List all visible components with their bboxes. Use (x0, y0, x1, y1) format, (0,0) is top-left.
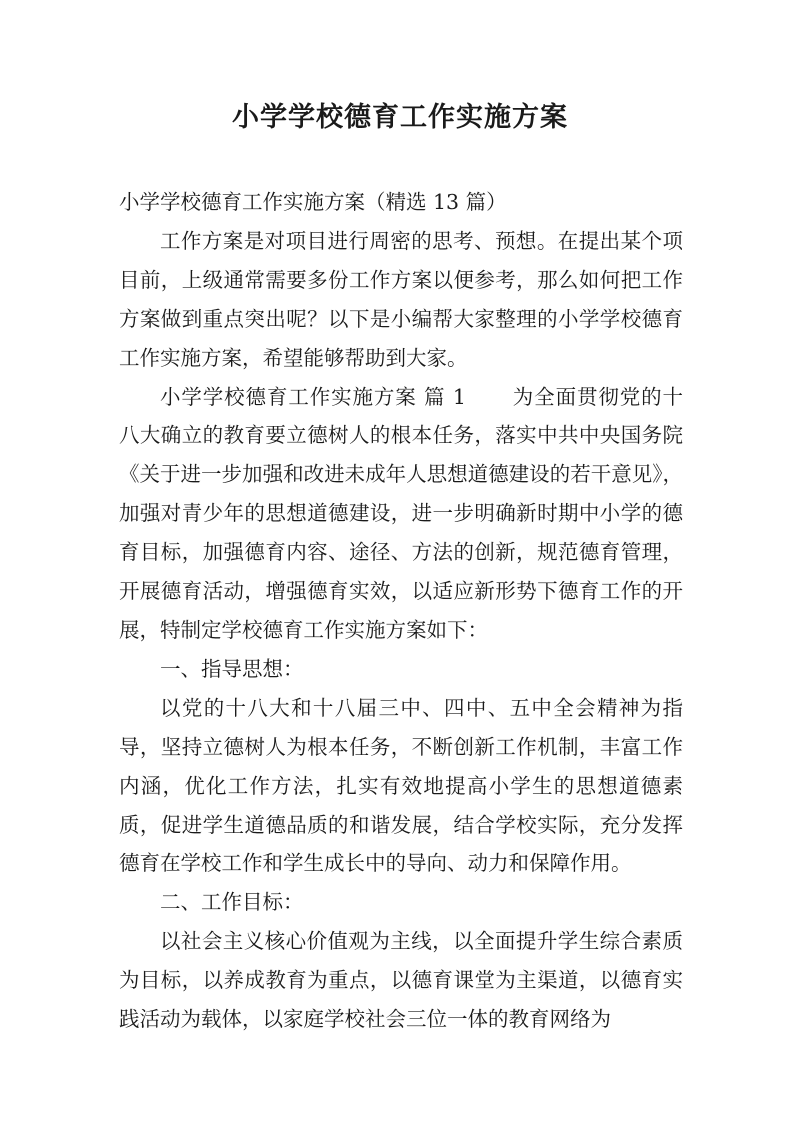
heading-work-goals: 二、工作目标： (160, 890, 304, 915)
paragraph-guiding-thought: 以党的十八大和十八届三中、四中、五中全会精神为指导，坚持立德树人为根本任务，不断创新工作机制，丰富工作内涵，优化工作方法，扎实有效地提高小学生的思想道德素质，促进学生道德品质的和谐发展，结合学校实际，充分发挥德育在学校工作和学生成长中的导向、动力和保障作用。 (119, 695, 683, 876)
heading-guiding-thought: 一、指导思想： (160, 656, 304, 681)
document-title: 小学学校德育工作实施方案 (232, 102, 568, 133)
intro-paragraph: 工作方案是对项目进行周密的思考、预想。在提出某个项目前，上级通常需要多份工作方案以便参考，那么如何把工作方案做到重点突出呢？以下是小编帮大家整理的小学学校德育工作实施方案，希望能够帮助到大家。 (119, 228, 683, 370)
section-1-paragraph (119, 378, 683, 650)
section-1-text: 为全面贯彻党的十八大确立的教育要立德树人的根本任务，落实中共中央国务院《关于进一步加强和改进未成年人思想道德建设的若干意见》，加强对青少年的思想道德建设，进一步明确新时期中小学的德育目标，加强德育内容、途径、方法的创新，规范德育管理，开展德育活动，增强德育实效，以适应新形势下德育工作的开展，特制定学校德育工作实施方案如下： (119, 384, 684, 642)
document-body (119, 183, 683, 1039)
document-subtitle: 小学学校德育工作实施方案（精选 13 篇） (119, 190, 507, 214)
section-1-heading: 小学学校德育工作实施方案 篇 1 (160, 384, 466, 409)
paragraph-work-goals: 以社会主义核心价值观为主线，以全面提升学生综合素质为目标，以养成教育为重点，以德育课堂为主渠道，以德育实践活动为载体，以家庭学校社会三位一体的教育网络为 (119, 929, 683, 1032)
